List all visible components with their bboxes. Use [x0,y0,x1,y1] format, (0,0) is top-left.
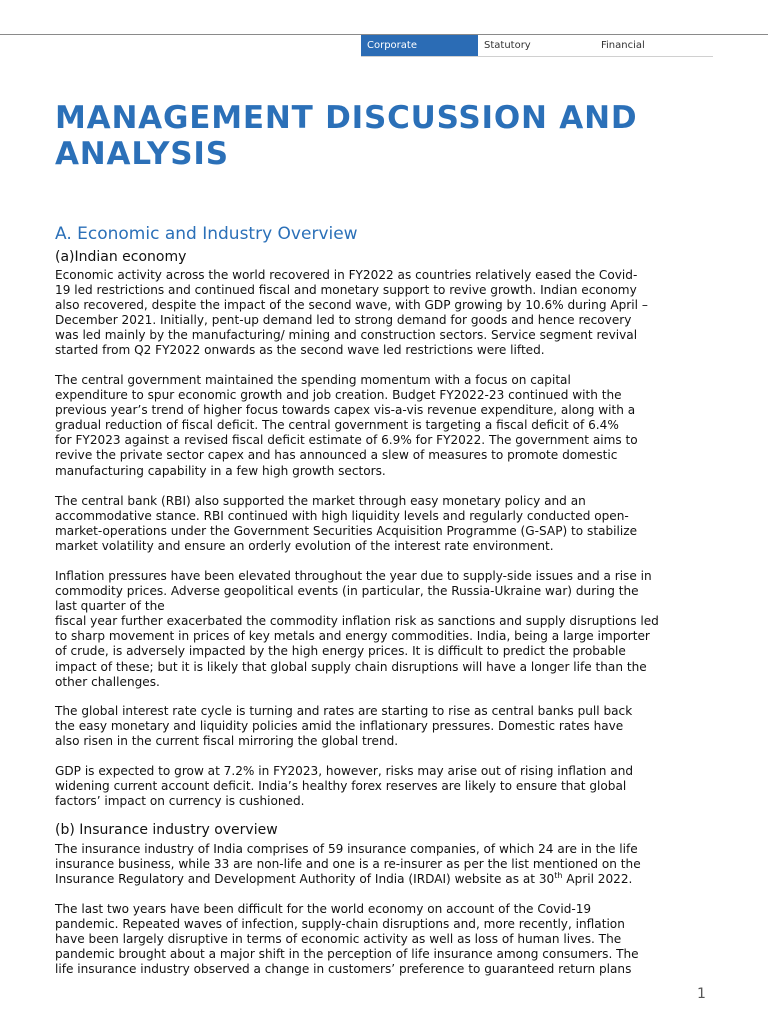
text-line: also recovered, despite the impact of the second wave, with GDP growing by 10.6% during April – [55,298,648,313]
insurance-industry-heading: (b) Insurance industry overview [55,822,278,838]
section-tabs [361,35,712,57]
tabs-underline [361,56,713,57]
text-line: revive the private sector capex and has announced a slew of measures to promote domestic [55,448,618,463]
text-line: GDP is expected to grow at 7.2% in FY2023, however, risks may arise out of rising inflation and [55,764,634,778]
tab-financial[interactable]: Financial [601,40,645,51]
text-line: accommodative stance. RBI continued with high liquidity levels and regularly conducted open- [55,509,629,524]
text-line: for FY2023 against a revised fiscal deficit estimate of 6.9% for FY2022. The government aims to [55,433,638,448]
text-line: The global interest rate cycle is turning and rates are starting to rise as central banks pull back [55,704,633,718]
text-line: Inflation pressures have been elevated throughout the year due to supply-side issues and a rise in [55,569,652,583]
paragraph-inflation [55,569,705,690]
paragraph-economic-activity [55,268,705,359]
text-line: commodity prices. Adverse geopolitical events (in particular, the Russia-Ukraine war) during the [55,584,639,599]
tab-statutory[interactable]: Statutory [484,40,531,51]
text-line: previous year’s trend of higher focus towards capex vis-a-vis revenue expenditure, along with a [55,403,636,418]
text-line: The last two years have been difficult for the world economy on account of the Covid-19 [55,902,592,916]
text-line: other challenges. [55,674,160,689]
tab-corporate[interactable]: Corporate [361,35,478,57]
text-line: expenditure to spur economic growth and job creation. Budget FY2022-23 continued with the [55,388,622,403]
text-line: also risen in the current fiscal mirroring the global trend. [55,734,399,749]
page-title [55,100,735,172]
text-line: insurance business, while 33 are non-life and one is a re-insurer as per the list mentioned on the [55,857,641,872]
indian-economy-heading: (a)Indian economy [55,249,187,265]
text-line: 19 led restrictions and continued fiscal and monetary support to revive growth. Indian economy [55,283,637,298]
text-line: market volatility and ensure an orderly evolution of the interest rate environment. [55,539,554,554]
text-line: to sharp movement in prices of key metals and energy commodities. India, being a large importer [55,629,650,644]
text-line: gradual reduction of fiscal deficit. The central government is targeting a fiscal deficit of 6.4% [55,418,619,433]
text-line: The central bank (RBI) also supported the market through easy monetary policy and an [55,494,586,508]
text-line: last quarter of the [55,599,165,614]
text-line: impact of these; but it is likely that global supply chain disruptions will have a longer life than the [55,659,647,674]
text-line: factors’ impact on currency is cushioned. [55,794,305,809]
text-line: Economic activity across the world recovered in FY2022 as countries relatively eased the Covid- [55,268,638,282]
paragraph-pandemic-impact [55,902,705,977]
text-line: the easy monetary and liquidity policies amid the inflationary pressures. Domestic rates have [55,719,624,734]
title-line-1: MANAGEMENT DISCUSSION AND [55,100,638,136]
text-line: life insurance industry observed a change in customers’ preference to guaranteed return plans [55,962,632,977]
text-line: manufacturing capability in a few high growth sectors. [55,463,386,478]
paragraph-central-government [55,373,705,479]
text-line: The central government maintained the spending momentum with a focus on capital [55,373,571,387]
ordinal-suffix: th [554,871,563,881]
text-line: have been largely disruptive in terms of economic activity as well as loss of human lives. The [55,932,622,947]
page-number: 1 [697,986,706,1002]
text-line: started from Q2 FY2022 onwards as the second wave led restrictions were lifted. [55,343,545,358]
title-line-2: ANALYSIS [55,136,229,172]
text-line: Insurance Regulatory and Development Authority of India (IRDAI) website as at 30 [55,872,555,887]
text-line: The insurance industry of India comprises of 59 insurance companies, of which 24 are in the life [55,842,638,856]
text-line: of crude, is adversely impacted by the high energy prices. It is difficult to predict the probable [55,644,626,659]
text-line: fiscal year further exacerbated the commodity inflation risk as sanctions and supply disruptions led [55,614,659,629]
paragraph-insurance-companies [55,842,705,887]
text-line: December 2021. Initially, pent-up demand led to strong demand for goods and hence recovery [55,313,632,328]
text-line: market-operations under the Government Securities Acquisition Programme (G-SAP) to stabilize [55,524,638,539]
paragraph-interest-rate [55,704,705,749]
paragraph-gdp-outlook [55,764,705,809]
text-line: pandemic. Repeated waves of infection, supply-chain disruptions and, more recently, inflation [55,917,625,932]
paragraph-central-bank [55,494,705,554]
text-line: widening current account deficit. India’s healthy forex reserves are likely to ensure that global [55,779,627,794]
text-line: pandemic brought about a major shift in the perception of life insurance among consumers. The [55,947,639,962]
text-line: April 2022. [562,872,633,887]
text-line: was led mainly by the manufacturing/ mining and construction sectors. Service segment revival [55,328,638,343]
section-a-heading: A. Economic and Industry Overview [55,224,358,244]
